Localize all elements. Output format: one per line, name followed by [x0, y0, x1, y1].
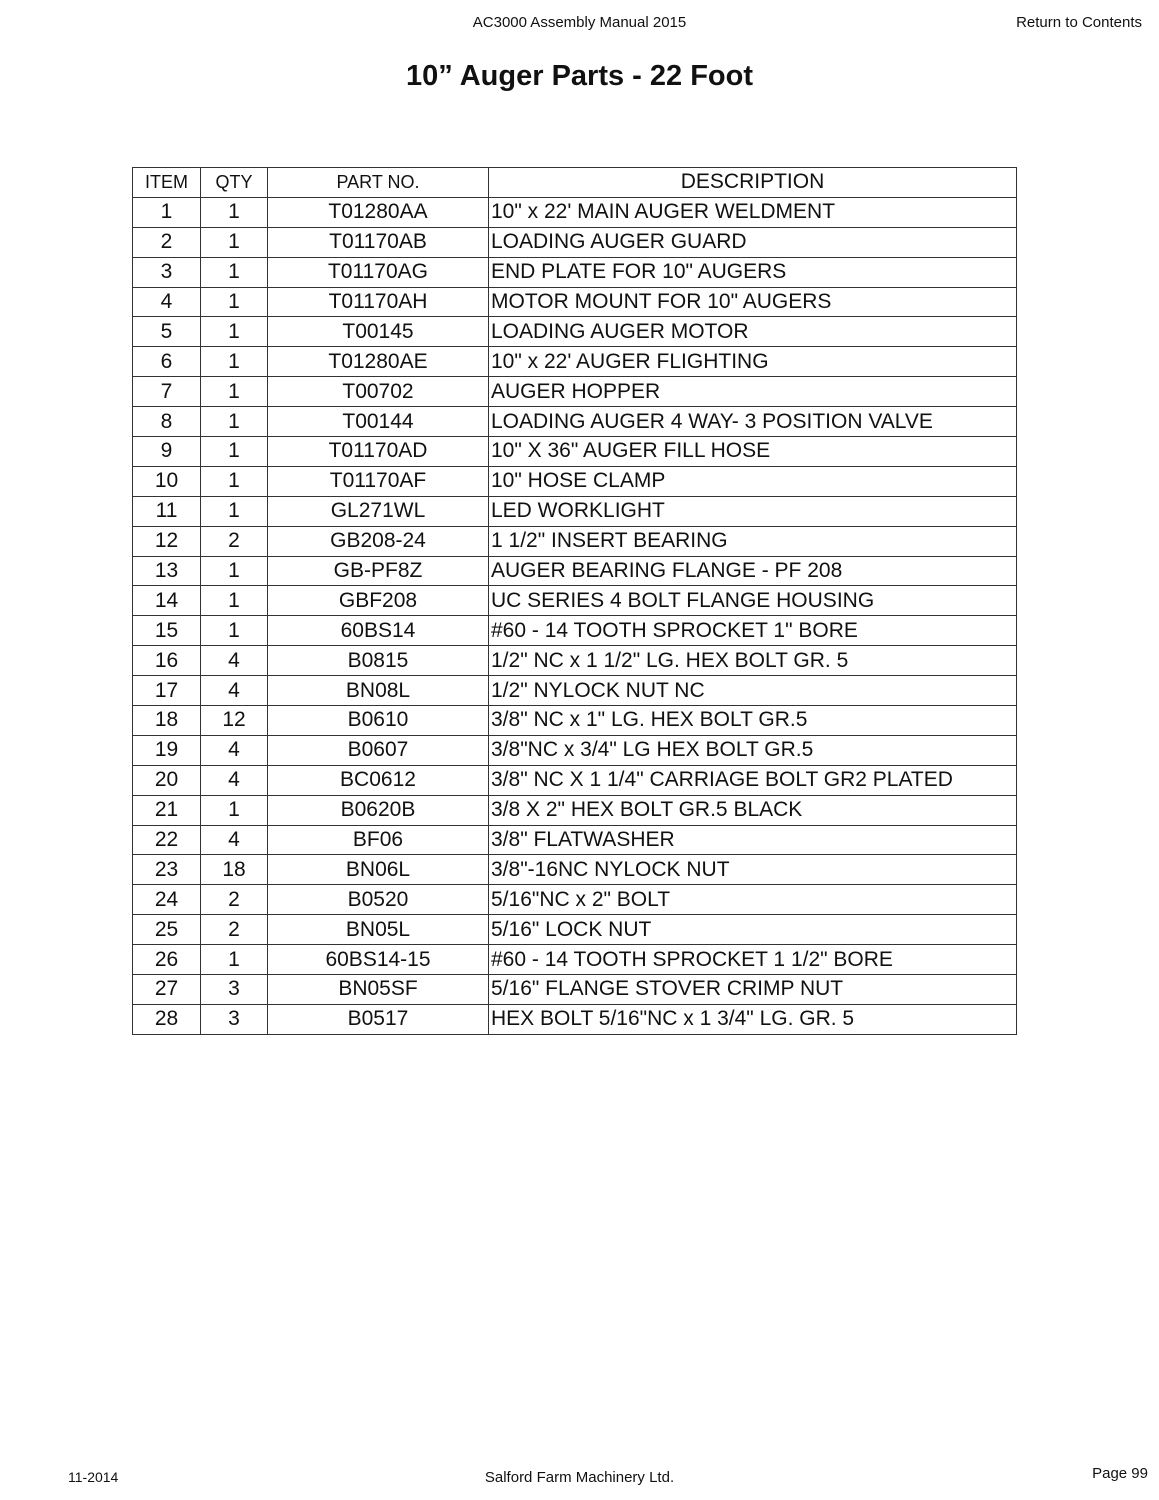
cell-part-no: B0607	[268, 735, 489, 765]
column-header-item: ITEM	[133, 168, 201, 198]
cell-part-no: T01170AB	[268, 227, 489, 257]
cell-part-no: T01170AD	[268, 437, 489, 467]
cell-qty: 4	[201, 735, 268, 765]
cell-description: AUGER BEARING FLANGE - PF 208	[489, 556, 1017, 586]
cell-item: 15	[133, 616, 201, 646]
cell-description: 3/8"-16NC NYLOCK NUT	[489, 855, 1017, 885]
cell-item: 27	[133, 975, 201, 1005]
cell-part-no: BF06	[268, 825, 489, 855]
cell-qty: 1	[201, 795, 268, 825]
table-row	[133, 915, 1017, 945]
table-row	[133, 317, 1017, 347]
cell-item: 19	[133, 735, 201, 765]
cell-qty: 1	[201, 257, 268, 287]
cell-qty: 1	[201, 437, 268, 467]
table-row	[133, 1004, 1017, 1034]
table-row	[133, 646, 1017, 676]
cell-qty: 1	[201, 317, 268, 347]
cell-qty: 4	[201, 676, 268, 706]
cell-part-no: T01280AE	[268, 347, 489, 377]
cell-item: 25	[133, 915, 201, 945]
cell-part-no: 60BS14	[268, 616, 489, 646]
cell-qty: 3	[201, 1004, 268, 1034]
cell-part-no: T00144	[268, 407, 489, 437]
cell-description: 1/2" NC x 1 1/2" LG. HEX BOLT GR. 5	[489, 646, 1017, 676]
cell-part-no: 60BS14-15	[268, 945, 489, 975]
cell-description: 1/2" NYLOCK NUT NC	[489, 676, 1017, 706]
cell-description: UC SERIES 4 BOLT FLANGE HOUSING	[489, 586, 1017, 616]
cell-qty: 1	[201, 556, 268, 586]
cell-description: 5/16"NC x 2" BOLT	[489, 885, 1017, 915]
table-row	[133, 347, 1017, 377]
cell-item: 1	[133, 197, 201, 227]
table-row	[133, 526, 1017, 556]
cell-description: LOADING AUGER GUARD	[489, 227, 1017, 257]
cell-qty: 4	[201, 646, 268, 676]
cell-item: 4	[133, 287, 201, 317]
cell-description: 3/8"NC x 3/4" LG HEX BOLT GR.5	[489, 735, 1017, 765]
cell-description: MOTOR MOUNT FOR 10" AUGERS	[489, 287, 1017, 317]
table-row	[133, 227, 1017, 257]
cell-part-no: B0620B	[268, 795, 489, 825]
cell-description: 3/8" NC x 1" LG. HEX BOLT GR.5	[489, 706, 1017, 736]
cell-qty: 4	[201, 825, 268, 855]
table-row	[133, 706, 1017, 736]
cell-qty: 1	[201, 347, 268, 377]
cell-part-no: T01170AG	[268, 257, 489, 287]
cell-item: 20	[133, 765, 201, 795]
cell-description: 10" x 22' AUGER FLIGHTING	[489, 347, 1017, 377]
table-row	[133, 616, 1017, 646]
table-row	[133, 556, 1017, 586]
cell-qty: 2	[201, 885, 268, 915]
cell-part-no: BC0612	[268, 765, 489, 795]
cell-item: 18	[133, 706, 201, 736]
cell-description: 3/8" NC X 1 1/4" CARRIAGE BOLT GR2 PLATED	[489, 765, 1017, 795]
cell-description: 3/8 X 2" HEX BOLT GR.5 BLACK	[489, 795, 1017, 825]
cell-qty: 1	[201, 407, 268, 437]
cell-qty: 18	[201, 855, 268, 885]
cell-qty: 2	[201, 915, 268, 945]
cell-description: END PLATE FOR 10" AUGERS	[489, 257, 1017, 287]
table-row	[133, 496, 1017, 526]
cell-item: 28	[133, 1004, 201, 1034]
cell-part-no: B0517	[268, 1004, 489, 1034]
table-row	[133, 735, 1017, 765]
parts-table-body	[133, 197, 1017, 1034]
cell-qty: 1	[201, 466, 268, 496]
cell-item: 12	[133, 526, 201, 556]
cell-description: 5/16" LOCK NUT	[489, 915, 1017, 945]
cell-part-no: GL271WL	[268, 496, 489, 526]
cell-qty: 1	[201, 287, 268, 317]
cell-description: 5/16" FLANGE STOVER CRIMP NUT	[489, 975, 1017, 1005]
cell-item: 3	[133, 257, 201, 287]
cell-qty: 1	[201, 586, 268, 616]
cell-qty: 1	[201, 227, 268, 257]
table-row	[133, 257, 1017, 287]
table-row	[133, 765, 1017, 795]
cell-qty: 3	[201, 975, 268, 1005]
cell-item: 2	[133, 227, 201, 257]
cell-item: 22	[133, 825, 201, 855]
cell-description: #60 - 14 TOOTH SPROCKET 1 1/2" BORE	[489, 945, 1017, 975]
cell-part-no: T00702	[268, 377, 489, 407]
footer-company: Salford Farm Machinery Ltd.	[484, 1469, 675, 1486]
cell-qty: 1	[201, 377, 268, 407]
cell-item: 11	[133, 496, 201, 526]
cell-description: AUGER HOPPER	[489, 377, 1017, 407]
table-row	[133, 825, 1017, 855]
cell-qty: 12	[201, 706, 268, 736]
cell-qty: 1	[201, 616, 268, 646]
cell-part-no: GB208-24	[268, 526, 489, 556]
cell-description: HEX BOLT 5/16"NC x 1 3/4" LG. GR. 5	[489, 1004, 1017, 1034]
cell-part-no: T00145	[268, 317, 489, 347]
cell-part-no: BN06L	[268, 855, 489, 885]
cell-item: 5	[133, 317, 201, 347]
cell-item: 14	[133, 586, 201, 616]
cell-part-no: GB-PF8Z	[268, 556, 489, 586]
cell-item: 26	[133, 945, 201, 975]
column-header-part-no: PART NO.	[268, 168, 489, 198]
cell-part-no: B0520	[268, 885, 489, 915]
cell-part-no: B0815	[268, 646, 489, 676]
table-row	[133, 975, 1017, 1005]
cell-item: 24	[133, 885, 201, 915]
cell-item: 21	[133, 795, 201, 825]
table-row	[133, 377, 1017, 407]
table-row	[133, 437, 1017, 467]
table-header-row	[133, 168, 1017, 198]
table-row	[133, 945, 1017, 975]
cell-qty: 1	[201, 496, 268, 526]
cell-description: #60 - 14 TOOTH SPROCKET 1" BORE	[489, 616, 1017, 646]
table-row	[133, 885, 1017, 915]
cell-description: 10" x 22' MAIN AUGER WELDMENT	[489, 197, 1017, 227]
parts-table	[132, 167, 1017, 1035]
cell-part-no: BN05L	[268, 915, 489, 945]
footer-date: 11-2014	[68, 1469, 119, 1485]
cell-item: 13	[133, 556, 201, 586]
cell-part-no: BN05SF	[268, 975, 489, 1005]
table-row	[133, 197, 1017, 227]
cell-qty: 2	[201, 526, 268, 556]
cell-description: 10" X 36" AUGER FILL HOSE	[489, 437, 1017, 467]
table-row	[133, 466, 1017, 496]
cell-qty: 1	[201, 197, 268, 227]
cell-description: 3/8" FLATWASHER	[489, 825, 1017, 855]
cell-part-no: T01170AH	[268, 287, 489, 317]
cell-item: 9	[133, 437, 201, 467]
page-number: Page 99	[1092, 1465, 1148, 1482]
return-to-contents-link[interactable]: Return to Contents	[1016, 14, 1142, 31]
table-row	[133, 855, 1017, 885]
column-header-qty: QTY	[201, 168, 268, 198]
cell-qty: 1	[201, 945, 268, 975]
cell-part-no: GBF208	[268, 586, 489, 616]
cell-description: LOADING AUGER MOTOR	[489, 317, 1017, 347]
cell-description: LOADING AUGER 4 WAY- 3 POSITION VALVE	[489, 407, 1017, 437]
cell-qty: 4	[201, 765, 268, 795]
table-row	[133, 407, 1017, 437]
cell-part-no: T01170AF	[268, 466, 489, 496]
cell-description: 1 1/2" INSERT BEARING	[489, 526, 1017, 556]
table-row	[133, 676, 1017, 706]
cell-part-no: BN08L	[268, 676, 489, 706]
table-row	[133, 287, 1017, 317]
table-row	[133, 795, 1017, 825]
cell-item: 17	[133, 676, 201, 706]
document-title: AC3000 Assembly Manual 2015	[472, 14, 687, 31]
column-header-description: DESCRIPTION	[489, 168, 1017, 198]
cell-item: 23	[133, 855, 201, 885]
cell-description: 10" HOSE CLAMP	[489, 466, 1017, 496]
page-title: 10” Auger Parts - 22 Foot	[405, 60, 753, 92]
cell-item: 10	[133, 466, 201, 496]
cell-part-no: T01280AA	[268, 197, 489, 227]
cell-description: LED WORKLIGHT	[489, 496, 1017, 526]
cell-item: 6	[133, 347, 201, 377]
table-row	[133, 586, 1017, 616]
cell-item: 7	[133, 377, 201, 407]
cell-item: 8	[133, 407, 201, 437]
cell-part-no: B0610	[268, 706, 489, 736]
cell-item: 16	[133, 646, 201, 676]
